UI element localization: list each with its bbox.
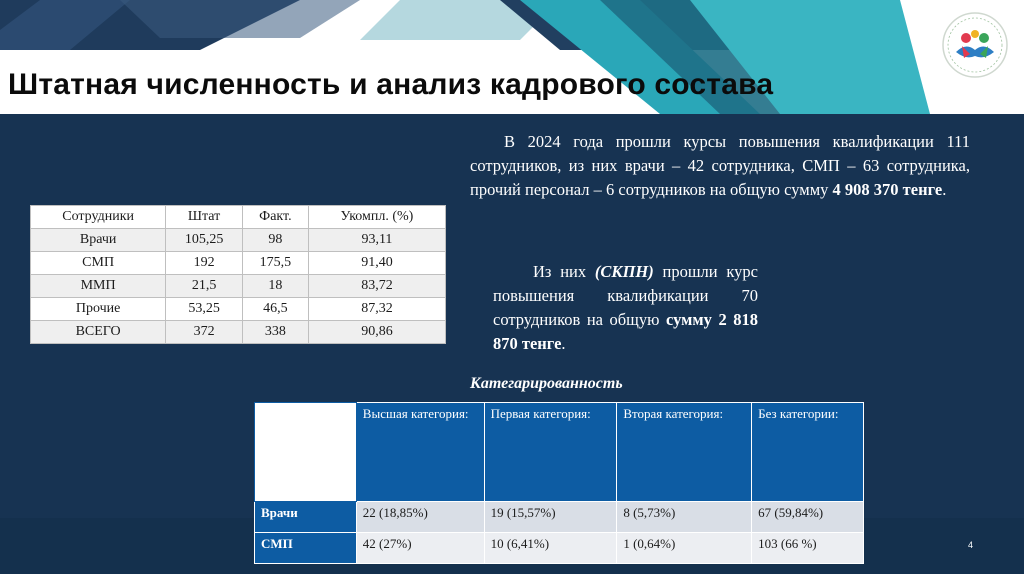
- table-row: [255, 502, 864, 533]
- table-header-cell: Вторая категория:: [617, 403, 752, 502]
- table-header-cell: Без категории:: [752, 403, 864, 502]
- table-corner-cell: [255, 403, 357, 502]
- table-cell: 67 (59,84%): [752, 502, 864, 533]
- training-sum: 4 908 370 тенге: [832, 180, 943, 199]
- table-row: [31, 229, 446, 252]
- table-row-header: СМП: [255, 533, 357, 564]
- table-cell: 46,5: [242, 298, 308, 321]
- deco-shade-left: [120, 0, 360, 38]
- training-text: В 2024 года прошли курсы повышения квалификации 111 сотрудников, из них врачи – 42 сотрудника, СМП – 63 сотрудника, прочий персонал – 6 сотрудников на общую сумму: [470, 132, 970, 199]
- table-cell: 98: [242, 229, 308, 252]
- table-cell: 18: [242, 275, 308, 298]
- table-header-cell: Укомпл. (%): [308, 206, 445, 229]
- table-cell: 1 (0,64%): [617, 533, 752, 564]
- table-cell: 91,40: [308, 252, 445, 275]
- table-cell: 10 (6,41%): [484, 533, 617, 564]
- skpn-sum: сумму 2 818 870 тенге: [493, 310, 758, 353]
- table-header-row: [31, 206, 446, 229]
- table-cell: 192: [166, 252, 243, 275]
- table-cell: ММП: [31, 275, 166, 298]
- table-cell: 90,86: [308, 321, 445, 344]
- table-cell: Прочие: [31, 298, 166, 321]
- table-cell: СМП: [31, 252, 166, 275]
- table-cell: 42 (27%): [356, 533, 484, 564]
- skpn-pre: Из них: [533, 262, 595, 281]
- header-decoration: [0, 0, 1024, 130]
- table-header-cell: Сотрудники: [31, 206, 166, 229]
- page-number: 4: [968, 540, 974, 550]
- training-paragraph: [470, 130, 970, 202]
- table-cell: ВСЕГО: [31, 321, 166, 344]
- staff-table: [30, 205, 446, 344]
- table-cell: 105,25: [166, 229, 243, 252]
- table-header-cell: Штат: [166, 206, 243, 229]
- table-cell: Врачи: [31, 229, 166, 252]
- categories-table: [254, 402, 864, 564]
- table-cell: 21,5: [166, 275, 243, 298]
- table-header-cell: Первая категория:: [484, 403, 617, 502]
- table-cell: 175,5: [242, 252, 308, 275]
- table-row: [31, 275, 446, 298]
- table-cell: 338: [242, 321, 308, 344]
- table-cell: 22 (18,85%): [356, 502, 484, 533]
- table-cell: 93,11: [308, 229, 445, 252]
- logo-icon: [938, 8, 1012, 82]
- table-header-cell: Факт.: [242, 206, 308, 229]
- table-row-total: [31, 321, 446, 344]
- table-header-row: [255, 403, 864, 502]
- skpn-paragraph: [493, 260, 758, 356]
- table-cell: 87,32: [308, 298, 445, 321]
- table-header-cell: Высшая категория:: [356, 403, 484, 502]
- table-cell: 53,25: [166, 298, 243, 321]
- table-cell: 19 (15,57%): [484, 502, 617, 533]
- page-title: Штатная численность и анализ кадрового состава: [8, 68, 774, 101]
- table-cell: 372: [166, 321, 243, 344]
- table-row: [31, 252, 446, 275]
- training-end: .: [942, 180, 947, 199]
- table-row: [31, 298, 446, 321]
- table-row-header: Врачи: [255, 502, 357, 533]
- skpn-abbrev: (СКПН): [594, 262, 654, 281]
- skpn-end: .: [561, 334, 566, 353]
- skpn-text: прошли курс повышения квалификации 70 сотрудников на общую: [493, 262, 758, 329]
- categories-title: Категарированность: [470, 375, 623, 392]
- table-row: [255, 533, 864, 564]
- table-cell: 8 (5,73%): [617, 502, 752, 533]
- table-cell: 83,72: [308, 275, 445, 298]
- table-cell: 103 (66 %): [752, 533, 864, 564]
